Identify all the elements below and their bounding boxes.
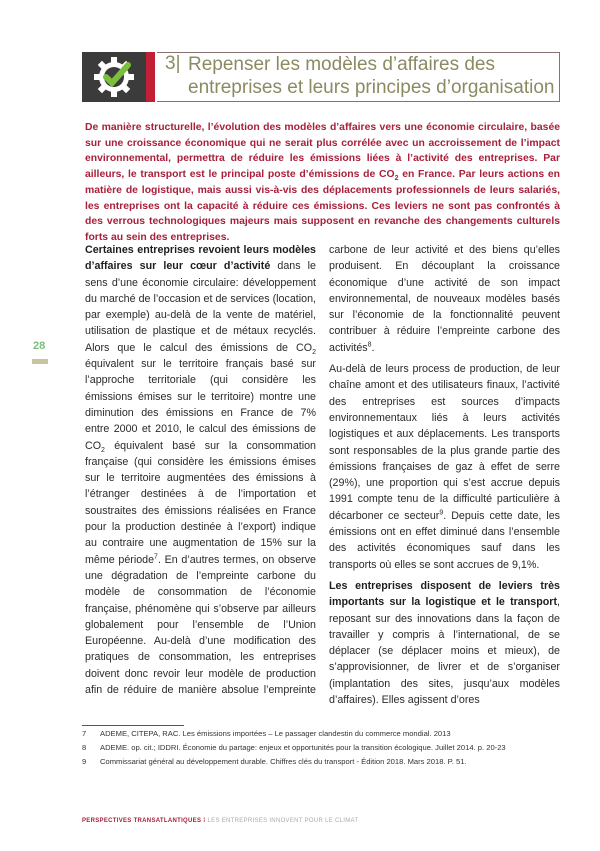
footnote-ref[interactable]: 9 — [439, 509, 444, 517]
gear-check-icon — [82, 52, 146, 102]
page-number: 28 — [33, 340, 46, 352]
footnotes — [82, 728, 562, 770]
section-number: 3| — [165, 53, 181, 74]
body-paragraph-3: Les entreprises disposent de leviers très importants sur la logistique et le transport, reposant sur des innovations dans la façon de travailler y compris à l’international, de se déplacer (se déplacer moins et mieux), de s’approvisionner, de livrer et de s’organiser (implantation des sites, jusqu’aux modèles d’affaires). Elles agissent d’ores — [329, 579, 560, 707]
footnote-ref[interactable]: 8 — [367, 341, 372, 349]
body-columns — [85, 242, 560, 708]
body-paragraph-1: Certaines entreprises revoient leurs modèles d’affaires sur leur cœur d’activité dans le sens d’une économie circulaire: développement du marché de l’occasion et de services (location, par exemple) au-delà de la vente de matériel, utilisation de plastique et de métaux recyclés. Alors que le calcul des émissions de $CO_2$ équivalent sur le territoire français basé sur l’approche territoriale (qui considère les émissions émises sur le territoire) montre une diminution des émissions en France de 7% entre 2000 et 2010, le calcul des émissions de $CO_2$ équivalent basé sur la consommation française (qui considère les émissions émises sur le territoire augmentées des émissions à l’étranger destinées à de l’importation et soustraites des émissions réalisées en France pour la production destinée à l’export) indique au contraire une augmentation de 15% sur la même période$^7$. En d’autres termes, on observe une dégradation de l’empreinte carbone du modèle de consommation de l’économie française, phénomène qui s’observe par ailleurs globalement pour l’ensemble de l’Union Européenne. Au-delà d’une modification des pratiques de consommation, les entreprises doivent donc revoir leur modèle de production afin de réduire de manière absolue l’empreinte carbone de leur activité et des biens qu’elles produisent. En découplant la croissance économique d’une activité de son impact environnemental, de nouveaux modèles basés sur l’économie de la fonctionnalité peuvent contribuer à réduire l’empreinte carbone des activités$^8$. — [85, 244, 560, 697]
page-number-bar — [32, 359, 48, 364]
page-footer: PERSPECTIVES TRANSATLANTIQUES ⁞ LES ENTREPRISES INNOVENT POUR LE CLIMAT — [82, 818, 359, 824]
footnote-ref[interactable]: 7 — [154, 553, 158, 561]
footnote-8: 8 ADEME. op. cit.; IDDRI. Économie du partage: enjeux et opportunités pour la transition écologique. Juillet 2014. p. 20-23 — [82, 743, 506, 752]
body-paragraph-2: Au-delà de leurs process de production, de leur chaîne amont et des utilisateurs finaux, l’activité des entreprises est sources d’impacts environnementaux liés à leurs activités logistiques et aux déplacements. Les transports sont responsables de la plus grande partie des émissions françaises de gaz à effet de serre (29%), une proportion qui s’est accrue depuis 1991 compte tenu de la difficulté particulière à décarboner ce secteur$^9$. Depuis cette date, les émissions ont en effet diminué dans l’ensemble des activités économiques sauf dans les transports où elles se sont accrues de 9,1%. — [329, 363, 561, 571]
footnote-9: 9 Commissariat général au développement durable. Chiffres clés du transport - Édition 2018. Mars 2018. P. 51. — [82, 757, 467, 766]
footnote-7: 7 ADEME, CITEPA, RAC. Les émissions importées – Le passager clandestin du commerce mondial. 2013 — [82, 729, 451, 738]
intro-paragraph: De manière structurelle, l’évolution des modèles d’affaires vers une économie circulaire, basée sur une croissance économique qui ne serait plus corrélée avec un accroissement de l’impact environnemental, permettra de réduire les émissions liées à l’activité des entreprises. Par ailleurs, le transport est le principal poste d’émissions de $CO_2$ en France. Par leurs actions en matière de logistique, mais aussi vis-à-vis des déplacements professionnels de leurs salariés, les entreprises ont la capacité à réduire ces émissions. Ces leviers ne sont pas confrontés à des verrous technologiques majeurs mais supposent en revanche des changements culturels forts au sein des entreprises. — [85, 122, 561, 243]
footnote-divider — [82, 725, 184, 726]
section-title: Repenser les modèles d’affaires des entreprises et leurs principes d’organisation — [188, 54, 555, 98]
header-accent-bar — [146, 52, 155, 102]
